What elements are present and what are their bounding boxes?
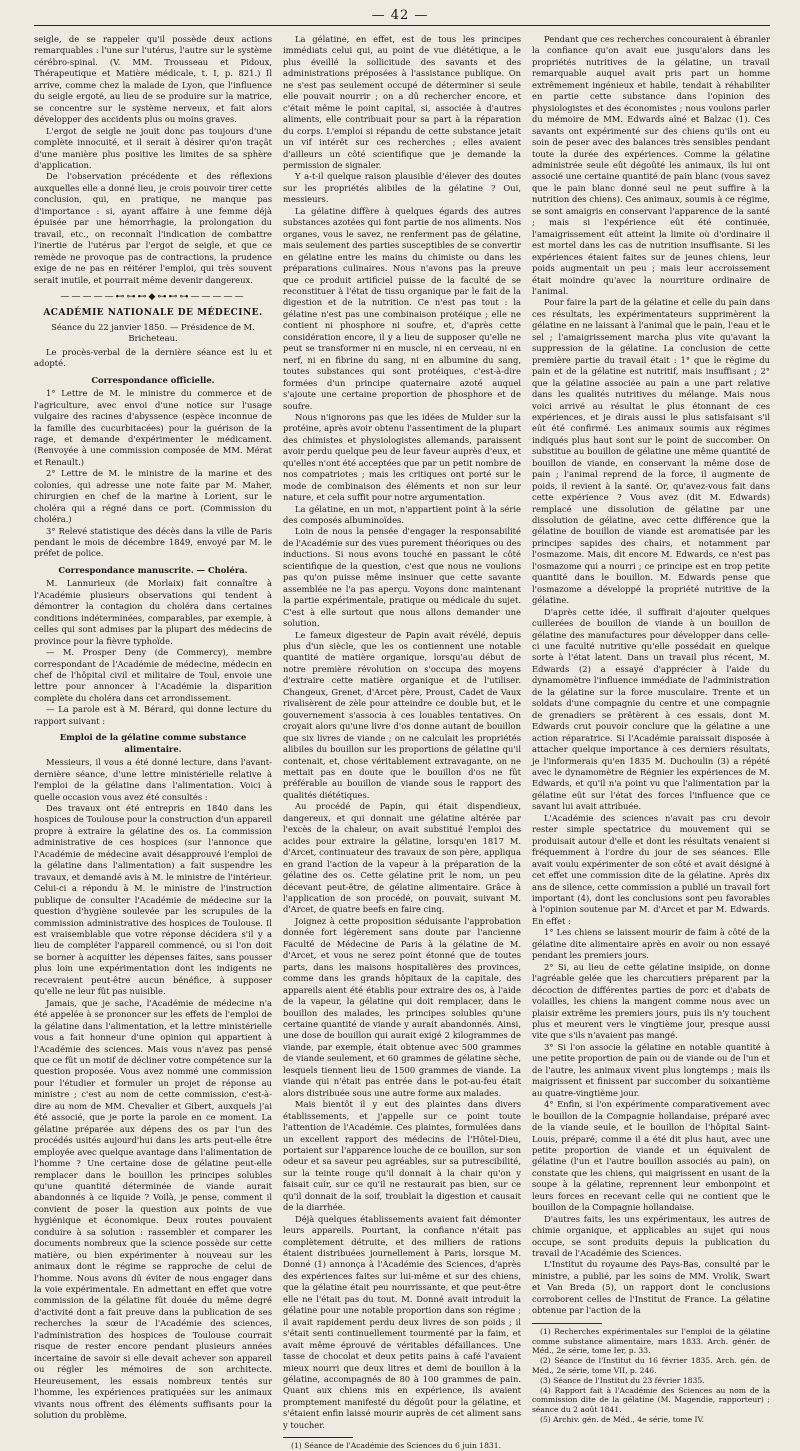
paragraph: Au procédé de Papin, qui était dispendieux, dangereux, et qui donnait une gélatine altérée par l'excès de la chaleur, on avait substitué l'emploi des acides pour extraire la gélatine, lorsqu'en 1817 M. d'Arcet, continuateur des travaux de son père, appliqua en grand l'action de la vapeur à la préparation de la gélatine des os. Cette gélatine prit le nom, un peu décevant peut-être, de gélatine alimentaire. Grâce à l'application de son procédé, on pouvait, suivant M. d'Arcet, de quatre beefs en faire cinq. (283, 801, 521, 915)
paragraph: L'ergot de seigle ne jouit donc pas toujours d'une complète innocuité, et il serait à désirer qu'on traçât d'une manière plus positive les limites de sa sphère d'application. (34, 125, 272, 170)
subheading: Correspondance manuscrite. — Choléra. (58, 564, 248, 575)
paragraph: 1° Lettre de M. le ministre du commerce et de l'agriculture, avec envoi d'une notice sur l'usage vulgaire des racines d'abyssence (espèce inconnue de la famille des cucurbitacées) pour la guérison de la rage, et demande d'expérimenter le médicament. (Renvoyée à une commission composée de MM. Mérat et Renault.) (34, 388, 272, 467)
subheading: Emploi de la gélatine comme substance alimentaire. (59, 732, 247, 754)
subheading: Correspondance officielle. (91, 374, 215, 385)
paragraph: Déjà quelques établissements avaient fait démonter leurs appareils. Pourtant, la confiance n'était pas complètement détruite, et des milliers de rations étaient distribuées journellement à Paris, lorsque M. Donné (1) annonça à l'Académie des Sciences, d'après des expériences faites sur lui-même et sur des chiens, que la gélatine était peu nourrissante, et que peut-être elle ne l'était pas du tout. M. Donné avait introduit la gélatine pour une notable proportion dans son régime ; il avait rapidement perdu deux livres de son poids ; il s'était senti continuellement tourmenté par la faim, et avait même éprouvé de véritables défaillances. Une tasse de chocolat et deux petits pains à café l'avaient mieux nourri que deux litres et demi de bouillon à la gélatine, accompagnés de 80 à 100 grammes de pain. Quant aux chiens mis en expérience, ils avaient promptement manifesté du dégoût pour la gélatine, et s'étaient enfin laissé mourir auprès de cet aliment sans y toucher. (283, 1213, 521, 1430)
paragraph: Le procès-verbal de la dernière séance est lu et adopté. (34, 346, 272, 369)
paragraph: 4° Enfin, si l'on expérimente comparativement avec le bouillon de la Compagnie hollandaise, préparé avec de la viande seule, et le bouillon de l'hôpital Saint-Louis, préparé, comme il a été dit plus haut, avec une petite proportion de viande et un équivalent de gélatine (l'un et l'autre bouillon associés au pain), on constate que les chiens, qui maigrissent en usant de la soupe à la gélatine, reprennent leur embonpoint et leurs forces en recevant celle qui ne contient que le bouillon de la Compagnie hollandaise. (532, 1099, 770, 1213)
footnotes (532, 1327, 770, 1425)
paragraph: — La parole est à M. Bérard, qui donne lecture du rapport suivant : (34, 704, 272, 726)
session-line: Séance du 22 janvier 1850. — Présidence de M. Bricheteau. (51, 321, 255, 344)
paragraph: La gélatine diffère à quelques égards des autres substances azotées qui font partie de nos aliments. Nos organes, vous le savez, ne renferment pas de gélatine, mais seulement des parties susceptibles de se convertir en gélatine entre les mains du chimiste ou dans les préparations culinaires. Nous n'avons pas la preuve que ce produit artificiel puisse de la faculté de se reconstituer à l'état de tissu organique par le fait de la digestion et de la nutrition. Ce n'est pas tout : la gélatine n'est pas une combinaison protéique ; elle ne contient ni phosphore ni soufre, et, d'après cette considération encore, il y a lieu de supposer qu'elle ne peut se transformer ni en muscle, ni en cerveau, ni en nerf, ni en fibrine du sang, ni en albumine du sang, toutes substances qui sont protéiques, c'est-à-dire formées d'un principe quaternaire azoté auquel s'ajoute une certaine proportion de phosphore et de soufre. (283, 205, 521, 411)
paragraph: seigle, de se rappeler qu'il possède deux actions remarquables : l'une sur l'utérus, l'autre sur le système cérébro-spinal. (V. MM. Trousseau et Pidoux, Thérapeutique et Matière médicale, t. I, p. 821.) Il arrive, comme chez la malade de Lyon, que l'influence du seigle ergoté, au lieu de se produire sur la matrice, se concentre sur le système nerveux, et fait alors développer des accidents plus ou moins graves. (34, 34, 272, 125)
paragraph: Le fameux digesteur de Papin avait révélé, depuis plus d'un siècle, que les os contiennent une notable quantité de matière organique, lorsqu'au début de notre première révolution on s'occupa des moyens d'extraire cette matière organique et de l'utiliser. Changeux, Grenet, d'Arcet père, Proust, Cadet de Vaux rivalisèrent de zèle pour atteindre ce double but, et le gouvernement s'associa à ces louables tentatives. On croyait alors qu'une livre d'os donne autant de bouillon que six livres de viande ; on ne calculait les propriétés alibiles du bouillon sur les proportions de gélatine qu'il contenait, et, chose véritablement extravagante, on ne mettait pas en doute que le bouillon d'os ne fût préférable au bouillon de viande sous le rapport des qualités diététiques. (283, 629, 521, 800)
footnote: (1) Séance de l'Académie des Sciences du 6 juin 1831. (291, 1441, 502, 1451)
paragraph: Y a-t-il quelque raison plausible d'élever des doutes sur les propriétés alibiles de la gélatine ? Oui, messieurs. (283, 171, 521, 205)
paragraph: — M. Prosper Deny (de Commercy), membre correspondant de l'Académie de médecine, médecin en chef de l'hôpital civil et militaire de Toul, envoie une lettre pour annoncer à l'Académie la disparition complète du choléra dans cet arrondissement. (34, 647, 272, 703)
page-number: — 42 — (371, 8, 429, 23)
paragraph: 3° Si l'on associe la gélatine en notable quantité à une petite proportion de pain ou de viande ou de l'un et de l'autre, les animaux vivent plus longtemps ; mais ils maigrissent et finissent par succomber du soixantième au quatre-vingtième jour. (532, 1041, 770, 1098)
footnote: (2) Séance de l'Institut du 16 février 1835. Arch. gén. de Méd., 2e série, tome VII, p. 246. (532, 1356, 770, 1375)
footnote: (3) Séance de l'Institut du 23 février 1835. (540, 1375, 705, 1385)
header-rule (34, 25, 770, 26)
paragraph: Loin de nous la pensée d'engager la responsabilité de l'Académie sur des vues purement théoriques ou des inductions. Si nous avons touché en passant le côté scientifique de la question, c'est que nous ne voulions pas qu'on puisse même insinuer que cette savante assemblée ne l'a pas aperçu. Voyons donc maintenant la partie expérimentale, pratique ou médicale du sujet. C'est à elle surtout que nous allons demander une solution. (283, 526, 521, 629)
paragraph: L'Académie des sciences n'avait pas cru devoir rester simple spectatrice du mouvement qui se produisait autour d'elle et dont les résultats venaient si fréquemment à l'ordre du jour de ses séances. Elle avait voulu expérimenter de son côté et avait désigné à cet effet une commission dite de la gélatine. Après dix ans de silence, cette commission a publié un travail fort important (4), dont les conclusions sont peu favorables à l'opinion soutenue par M. d'Arcet et par M. Edwards. En effet : (532, 812, 770, 926)
paragraph: De l'observation précédente et des réflexions auxquelles elle a donné lieu, je crois pouvoir tirer cette conclusion, qui, en pratique, ne manque pas d'importance : si, ayant affaire à une femme déjà épuisée par une hémorrhagie, la prolongation du travail, etc., on reconnaît l'indication de combattre l'inertie de l'utérus par l'ergot de seigle, et que ce remède ne provoque pas de contractions, la prudence exige de ne pas en réitérer l'emploi, qui très souvent serait inutile, et pourrait même devenir dangereux. (34, 171, 272, 285)
footnote-rule (532, 1323, 602, 1324)
text-column-left (34, 34, 272, 1421)
text-column-middle (283, 34, 521, 1451)
footnote: (4) Rapport fait à l'Académie des Sciences au nom de la commission dite de la gélatine (M. Magendie, rapporteur) ; séance du 2 août 1841. (532, 1385, 770, 1415)
paragraph: La gélatine, en un mot, n'appartient point à la série des composés albuminoïdes. (283, 503, 521, 526)
paragraph: Pendant que ces recherches concouraient à ébranler la confiance qu'on avait eue jusqu'alors dans les propriétés nutritives de la gélatine, un travail remarquable auquel avait pris part un homme extrêmement ingénieux et habile, tendait à réhabiliter en partie cette substance dans l'opinion des physiologistes et des économistes ; nous voulons parler du mémoire de MM. Edwards aîné et Balzac (1). Ces savants ont expérimenté sur des chiens qu'ils ont eu soin de peser avec des balances très sensibles pendant toute la durée des expériences. Comme la gélatine administrée seule eût dégoûté les animaux, ils lui ont associé une certaine quantité de pain blanc (vous savez que le pain blanc donné seul ne peut suffire à la nutrition des chiens). Ces animaux, soumis à ce régime, se sont amaigris en conservant l'apparence de la santé ; mais si l'expérience eût été continuée, l'amaigrissement eût atteint la limite où d'ordinaire il est mortel dans les cas de nutrition insuffisante. Si les expériences étaient faites sur de jeunes chiens, leur poids augmentait un peu ; mais leur accroissement était moindre qu'avec la nourriture ordinaire de l'animal. (532, 34, 770, 296)
footnote: (5) Archiv. gén. de Méd., 4e série, tome IV. (540, 1414, 705, 1424)
paragraph: Des travaux ont été entrepris en 1840 dans les hospices de Toulouse pour la construction d'un appareil propre à extraire la gélatine des os. La commission administrative de ces hospices (sur l'annonce que l'Académie de médecine avait désapprouvé l'emploi de la gélatine dans l'alimentation) a fait suspendre les travaux, et demandé avis à M. le ministre de l'intérieur. Celui-ci a répondu à M. le ministre de l'instruction publique de consulter l'Académie de médecine sur la question d'hygiène soulevée par les scrupules de la commission administrative des hospices de Toulouse. Il est vraisemblable que votre réponse décidera s'il y a lieu de compléter l'appareil commencé, ou si l'on doit se borner à acquitter les dépenses faites, sans pousser plus loin une expérimentation dont les indigents ne recevraient peut-être aucun bénéfice, à supposer qu'elle ne leur fût pas nuisible. (34, 803, 272, 997)
paragraph: 2° Si, au lieu de cette gélatine insipide, on donne l'agréable gelée que les charcutiers préparent par la décoction de différentes parties de porc et d'abats de volailles, les chiens la mangent comme nous avec un plaisir extrême les premiers jours, puis ils n'y touchent plus et meurent vers le vingtième jour, presque aussi vite que s'ils n'avaient pas mangé. (532, 961, 770, 1041)
paragraph: M. Lannurieux (de Morlaix) fait connaître à l'Académie plusieurs observations qui tendent à démontrer la contagion du choléra dans certaines conditions indéterminées, comparables, par exemple, à celles qui sont admises par la plupart des médecins de province pour la fièvre typhoïde. (34, 578, 272, 646)
paragraph: 1° Les chiens se laissent mourir de faim à côté de la gélatine dite alimentaire après en avoir ou non essayé pendant les premiers jours. (532, 927, 770, 961)
footnote-rule (283, 1437, 353, 1438)
section-heading: ACADÉMIE NATIONALE DE MÉDECINE. (43, 308, 263, 319)
paragraph: Mais bientôt il y eut des plaintes dans divers établissements, et j'appelle sur ce point toute l'attention de l'Académie. Ces plaintes, formulées dans un excellent rapport des médecins de l'Hôtel-Dieu, portaient sur l'apparence louche de ce bouillon, sur son odeur et sa saveur peu agréables, sur sa putrescibilité, sur la teinte rouge qu'il donnait à la chair qu'on y faisait cuir, sur ce qu'il ne restaurait pas bien, sur ce qu'il donnait de la soif, troublait la digestion et causait de la diarrhée. (283, 1099, 521, 1213)
paragraph: Joignez à cette proposition séduisante l'approbation donnée fort légèrement sans doute par l'ancienne Faculté de Médecine de Paris à la gélatine de M. d'Arcet, et vous ne serez point étonné que de toutes parts, dans les maisons hospitalières des provinces, comme dans les grands hôpitaux de la capitale, des appareils aient été établis pour extraire des os, à l'aide de la vapeur, la gélatine qui doit remplacer, dans le bouillon des malades, les principes solubles qu'une certaine quantité de viande y aurait abandonnés. Ainsi, une dose de bouillon qui aurait exigé 2 kilogrammes de viande, par exemple, était obtenue avec 500 grammes de viande seulement, et 60 grammes de gélatine sèche, lesquels tiennent lieu de 1500 grammes de viande. La viande qui n'était pas entrée dans le pot-au-feu était alors distribuée sous une autre forme aux malades. (283, 915, 521, 1098)
paragraph: Nous n'ignorons pas que les idées de Mulder sur la protéine, après avoir obtenu l'assentiment de la plupart des chimistes et physiologistes allemands, paraissent avoir perdu quelque peu de leur faveur auprès d'eux, et qu'elles n'ont été acceptées que par un petit nombre de nos compatriotes ; mais les critiques ont porté sur le mode de combinaison des éléments et non sur leur nature, et cela suffit pour notre argumentation. (283, 411, 521, 503)
paragraph: Pour faire la part de la gélatine et celle du pain dans ces résultats, les expérimentateurs supprimèrent la gélatine en ne laissant à l'animal que le pain, l'eau et le sel ; l'amaigrissement marcha plus vite qu'avant la suppression de la gélatine. La conclusion de cette première partie du travail était : 1° que le régime du pain et de la gélatine est nutritif, mais insuffisant ; 2° que la gélatine associée au pain a une part relative dans les qualités nutritives du mélange. Mais nous voici arrivé au résultat le plus étonnant de ces expériences, et je dirais aussi le plus satisfaisant s'il eût été confirmé. Les animaux soumis aux régimes indiqués plus haut sont sur le point de succomber. On substitue au bouillon de gélatine une même quantité de bouillon de viande, en conservant la même dose de pain ; l'animal reprend de la force, il augmente de poids, il revient à la santé. Or, qu'avez-vous fait dans cette expérience ? Vous avez (dit M. Edwards) remplacé une dissolution de gélatine par une dissolution de gélatine, avec cette différence que la gélatine de bouillon de viande est aromatisée par les principes sapides des chairs, et notamment par l'osmazome. Mais, dit encore M. Edwards, ce n'est pas l'osmazome qui a nourri ; ce principe est en trop petite quantité dans le bouillon. M. Edwards pense que l'osmazome a développé la propriété nutritive de la gélatine. (532, 297, 770, 606)
paragraph: La gélatine, en effet, est de tous les principes immédiats celui qui, au point de vue diététique, a le plus éveillé la sollicitude des savants et des administrations préposées à l'assistance publique. On ne s'est pas seulement occupé de déterminer si seule elle pouvait nourrir ; on a dû rechercher encore, et c'était même le point capital, si, associée à d'autres aliments, elle contribuait pour sa part à la réparation du corps. L'emploi si répandu de cette substance jetait un vif intérêt sur ces recherches ; elles avaient d'ailleurs un côté scientifique que je demande la permission de signaler. (283, 34, 521, 170)
paragraph: Jamais, que je sache, l'Académie de médecine n'a été appelée à se prononcer sur les effets de l'emploi de la gélatine dans l'alimentation, et la lettre ministérielle vous a fait honneur d'une opinion qui appartient à l'Académie des sciences. Mais vous n'avez pas pensé que ce fût un motif de décliner votre compétence sur la question proposée. Vous avez nommé une commission pour l'étudier et formuler un projet de réponse au ministre ; c'est au nom de cette commission, c'est-à-dire au nom de MM. Chevalier et Gibert, auxquels j'ai été associé, que je porte la parole en ce moment. La gélatine préparée aux dépens des os par l'un des procédés usités aujourd'hui dans les arts peut-elle être employée avec quelque avantage dans l'alimentation de l'homme ? Une certaine dose de gélatine peut-elle remplacer dans le bouillon les principes solubles qu'une quantité déterminée de viande aurait abandonnés à ce liquide ? Voilà, je pense, comment il convient de poser la question aux points de vue hygiénique et économique. Deux routes pouvaient conduire à sa solution : rassembler et comparer les documents nombreux que la science possède sur cette matière, ou bien expérimenter à nouveau sur les animaux dont le régime se rapproche de celui de l'homme. Nous avons dû éviter de nous engager dans la voie expérimentale. En admettant en effet que votre commission de la gélatine fût douée du même degré d'activité dont a fait preuve dans la publication de ses recherches la sœur de l'Académie des sciences, l'administration des hospices de Toulouse courrait risque de rester encore pendant plusieurs années incertaine de savoir si elle devait achever son appareil ou régler les mémoires de son architecte. Heureusement, les essais nombreux tentés sur l'homme, les expériences pratiquées sur les animaux vivants nous offrent des éléments suffisants pour la solution du problème. (34, 997, 272, 1421)
footnote: (1) Recherches expérimentales sur l'emploi de la gélatine comme substance alimentaire, mars 1833. Arch. génér. de Méd., 2e série, tome Ier, p. 33. (532, 1326, 770, 1356)
paragraph: D'autres faits, les uns expérimentaux, les autres de chimie organique, et applicables au sujet qui nous occupe, se sont produits depuis la publication du travail de l'Académie des Sciences. (532, 1213, 770, 1259)
paragraph: L'Institut du royaume des Pays-Bas, consulté par le ministre, a publié, par les soins de MM. Vrolik, Swart et Van Breda (5), un rapport dont le conclusions corroborent celles de l'Institut de France. La gélatine obtenue par l'action de la (532, 1259, 770, 1316)
footnotes (283, 1441, 521, 1451)
paragraph: D'après cette idée, il suffirait d'ajouter quelques cuillerées de bouillon de viande à un bouillon de gélatine des manufactures pour développer dans celle-ci une faculté nutritive qu'elle possédait en quelque sorte à l'état latent. Dans un travail plus récent, M. Edwards (2) a essayé d'apprécier à l'aide du dynamomètre l'influence immédiate de l'administration de la gélatine sur la force musculaire. Trente et un soldats d'une compagnie du centre et une compagnie de grenadiers se prêtèrent à ces essais, dont M. Edwards crut pouvoir conclure que la gélatine a une action réparatrice. Si l'Académie paraissait disposée à attacher quelque importance à ces derniers résultats, je l'informerais qu'en 1835 M. Duchoulin (3) a répété avec le dynamomètre de Régnier les expériences de M. Edwards, et qu'il n'a point vu que l'alimentation par la gélatine eût sur l'état des forces l'influence que ce savant lui avait attribuée. (532, 606, 770, 812)
paragraph: 3° Relevé statistique des décès dans la ville de Paris pendant le mois de décembre 1849, envoyé par M. le préfet de police. (34, 525, 272, 559)
section-ornament: —————⊷⊶⊷◆⊶⊷⊶————— (60, 291, 246, 302)
paragraph: Messieurs, il vous a été donné lecture, dans l'avant-dernière séance, d'une lettre ministérielle relative à l'emploi de la gélatine dans l'alimentation. Voici à quelle occasion vous avez été consultés : (34, 757, 272, 802)
text-column-right (532, 34, 770, 1424)
paragraph: 2° Lettre de M. le ministre de la marine et des colonies, qui adresse une note faite par M. Maher, chirurgien en chef de la marine à Lorient, sur le choléra qui a régné dans ce port. (Commission du choléra.) (34, 468, 272, 525)
